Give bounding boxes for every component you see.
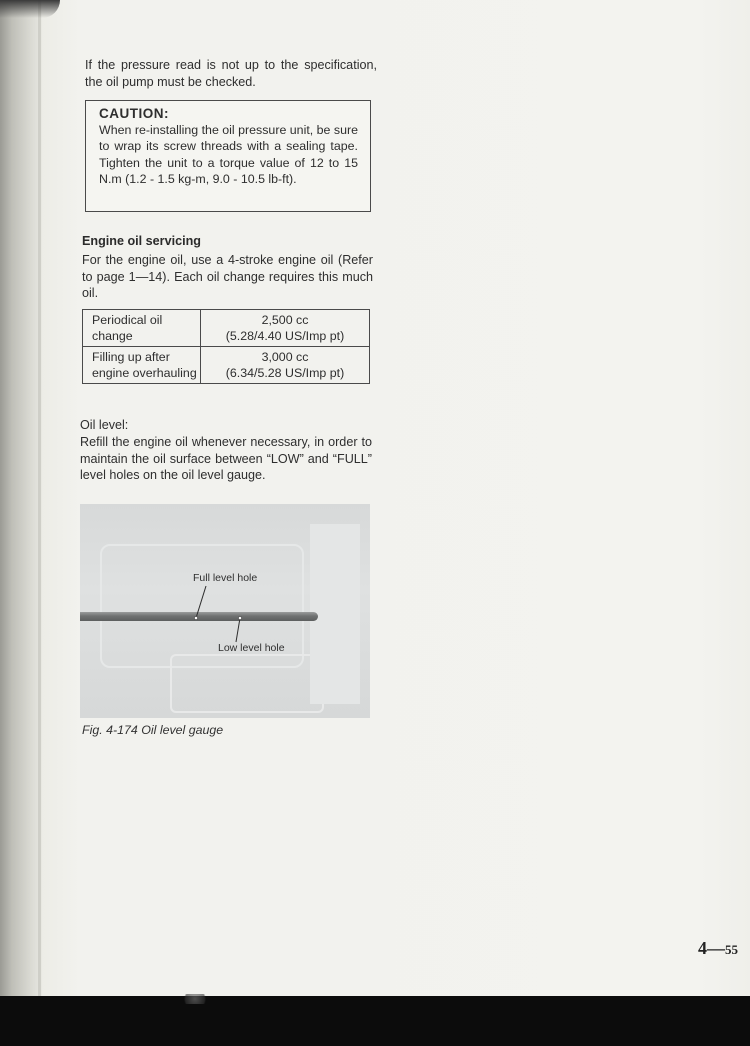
leader-lines bbox=[80, 504, 370, 718]
table-cell-value bbox=[201, 310, 370, 347]
oil-capacity-table bbox=[82, 309, 370, 384]
caution-body: When re-installing the oil pressure unit, be sure to wrap its screw threads with a sealing tape. Tighten the unit to a torque value of 12 to 15 N.m (1.2 - 1.5 kg-m, 9.0 - 10.5 lb-ft). bbox=[99, 123, 358, 186]
spine-edge bbox=[38, 0, 41, 1000]
page-number-sub: 55 bbox=[725, 942, 738, 957]
page-number bbox=[698, 938, 738, 959]
value-line: 3,000 cc bbox=[261, 350, 309, 364]
table-cell-label: Periodical oil change bbox=[83, 310, 201, 347]
caution-title: CAUTION: bbox=[99, 106, 169, 121]
caution-box bbox=[85, 100, 371, 212]
servicing-paragraph: For the engine oil, use a 4-stroke engine oil (Refer to page 1—14). Each oil change requires this much oil. bbox=[82, 253, 373, 300]
scan-speck bbox=[180, 994, 210, 1004]
value-line: (5.28/4.40 US/Imp pt) bbox=[225, 329, 345, 343]
value-line: (6.34/5.28 US/Imp pt) bbox=[225, 366, 345, 380]
table-cell-value bbox=[201, 347, 370, 384]
table-row bbox=[83, 310, 370, 347]
book-spine bbox=[0, 0, 42, 1000]
top-corner-shadow bbox=[0, 0, 60, 18]
figure-caption: Fig. 4-174 Oil level gauge bbox=[82, 723, 224, 737]
oil-level-paragraph: Refill the engine oil whenever necessary, in order to maintain the oil surface between “LOW” and “FULL” level holes on the oil level gauge. bbox=[80, 435, 372, 482]
oil-level-gauge-photo bbox=[80, 504, 370, 718]
table-row bbox=[83, 347, 370, 384]
table-cell-label: Filling up after engine overhauling bbox=[83, 347, 201, 384]
scan-bottom-edge bbox=[0, 996, 750, 1046]
oil-level-heading: Oil level: bbox=[80, 418, 129, 432]
page-number-main: 4— bbox=[698, 938, 725, 958]
value-line: 2,500 cc bbox=[261, 313, 309, 327]
intro-paragraph: If the pressure read is not up to the specification, the oil pump must be checked. bbox=[85, 58, 377, 89]
full-level-label: Full level hole bbox=[193, 572, 258, 584]
bleed-through-text bbox=[378, 140, 384, 160]
section-heading-oil-servicing: Engine oil servicing bbox=[82, 234, 201, 248]
low-level-label: Low level hole bbox=[218, 642, 285, 654]
